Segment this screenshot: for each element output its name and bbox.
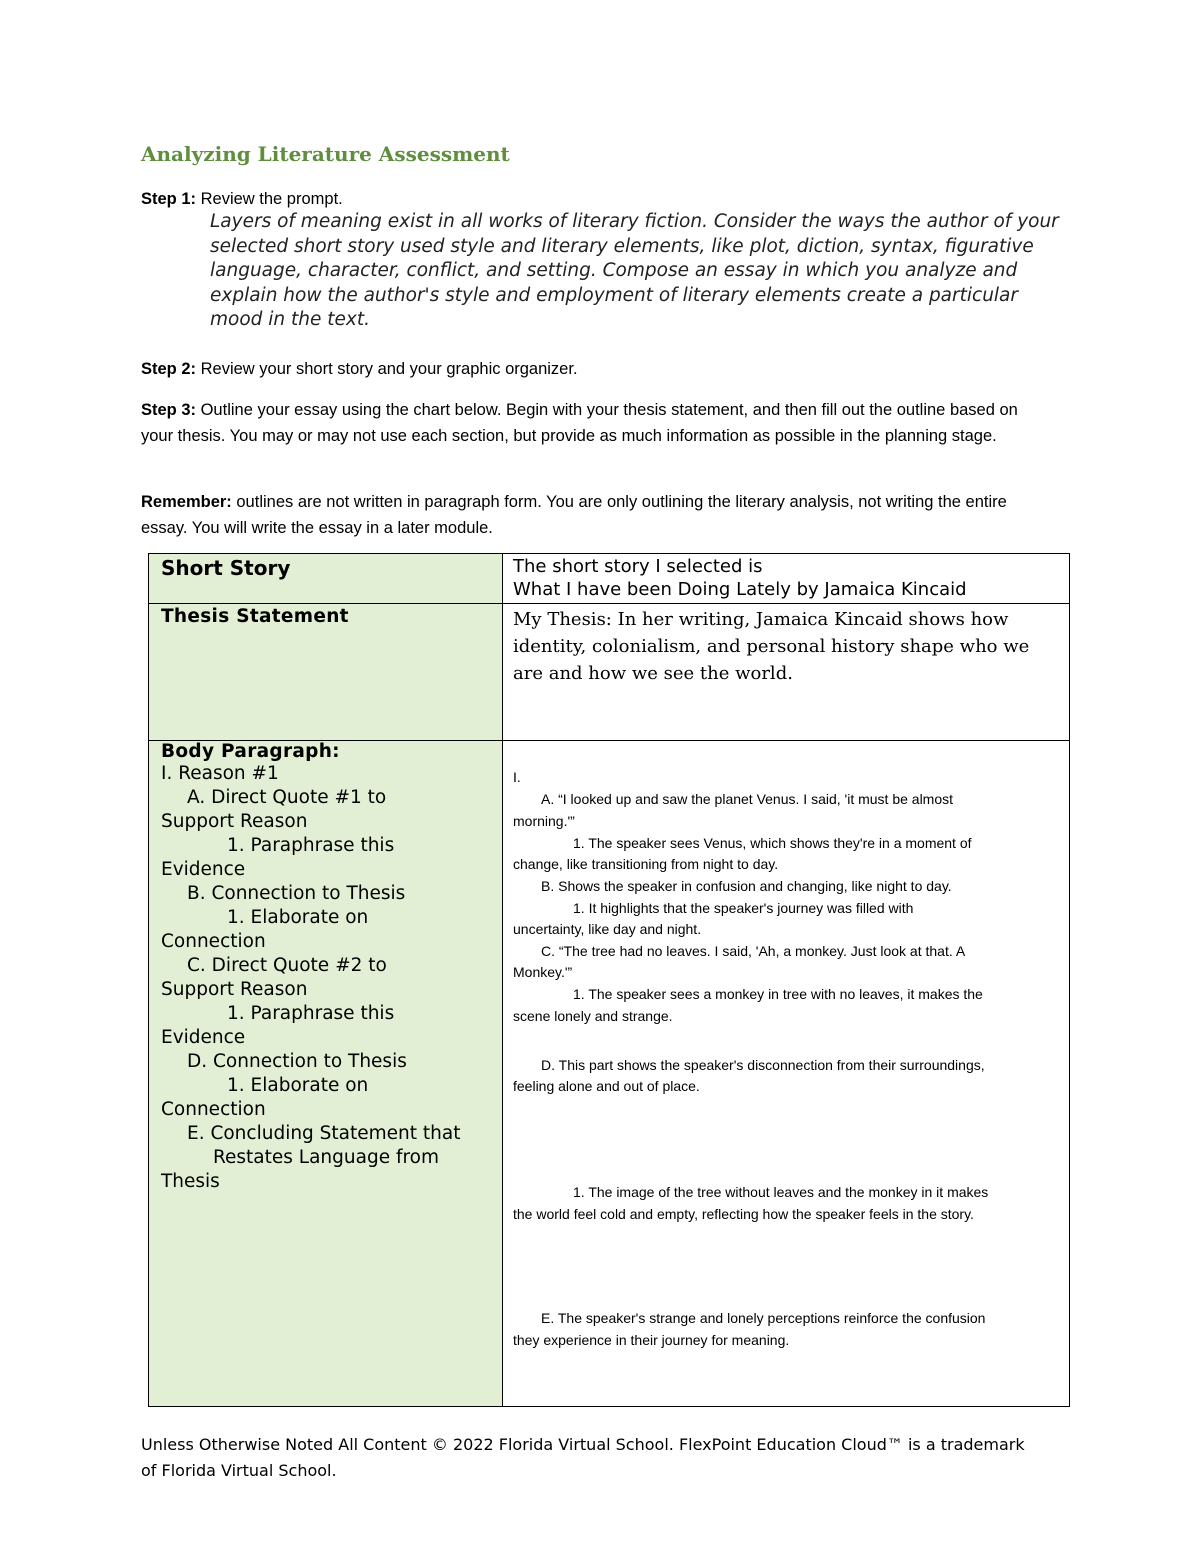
step-2 xyxy=(141,356,578,382)
outline-item: D. Connection to Thesis xyxy=(187,1051,407,1072)
thesis-text: My Thesis: In her writing, Jamaica Kincaid shows how identity, colonialism, and personal history shape who we are and how we see the world. xyxy=(513,609,1030,684)
response-line: 1. It highlights that the speaker's journey was filled with xyxy=(573,900,914,916)
response-line: morning.'” xyxy=(513,813,575,829)
outline-item: Evidence xyxy=(161,859,246,880)
step-3-text: Outline your essay using the chart below. Begin with your thesis statement, and then fill out the outline based on your thesis. You may or may not use each section, but provide as much information as possible in the planning stage. xyxy=(141,401,1018,445)
body-outline-cell xyxy=(149,741,503,1407)
response-line: I. xyxy=(513,769,521,785)
response-line: uncertainty, like day and night. xyxy=(513,921,702,937)
outline-item: Connection xyxy=(161,931,266,952)
row-body-paragraph xyxy=(149,741,1070,1407)
row-thesis xyxy=(149,604,1070,741)
response-line: 1. The speaker sees a monkey in tree with no leaves, it makes the xyxy=(573,986,983,1002)
outline-item: I. Reason #1 xyxy=(161,763,279,784)
response-line: C. “The tree had no leaves. I said, 'Ah, a monkey. Just look at that. A xyxy=(541,943,966,959)
short-story-header: Short Story xyxy=(161,556,291,580)
outline-item: Support Reason xyxy=(161,811,308,832)
outline-item: Support Reason xyxy=(161,979,308,1000)
remember-label: Remember: xyxy=(141,493,232,511)
response-line: E. The speaker's strange and lonely perceptions reinforce the confusion xyxy=(541,1310,986,1326)
outline-item: Evidence xyxy=(161,1027,246,1048)
response-line: scene lonely and strange. xyxy=(513,1008,673,1024)
remember-note xyxy=(141,489,1021,541)
step-2-text: Review your short story and your graphic organizer. xyxy=(196,360,578,378)
thesis-header: Thesis Statement xyxy=(161,606,349,627)
step-2-label: Step 2: xyxy=(141,360,197,378)
outline-item: Connection xyxy=(161,1099,266,1120)
outline-item: B. Connection to Thesis xyxy=(187,883,406,904)
response-line: change, like transitioning from night to day. xyxy=(513,856,779,872)
body-outline-list xyxy=(149,762,502,1194)
response-line: 1. The image of the tree without leaves and the monkey in it makes xyxy=(573,1184,989,1200)
step-3-label: Step 3: xyxy=(141,401,197,419)
body-response-cell xyxy=(503,741,1070,1407)
outline-item: 1. Paraphrase this xyxy=(227,1003,395,1024)
step-1-label: Step 1: xyxy=(141,190,197,208)
short-story-header-cell xyxy=(149,554,503,604)
outline-item: E. Concluding Statement that xyxy=(187,1123,461,1144)
outline-table xyxy=(148,553,1070,1407)
thesis-answer-cell xyxy=(503,604,1070,741)
response-line: D. This part shows the speaker's disconnection from their surroundings, xyxy=(541,1057,985,1073)
response-line: B. Shows the speaker in confusion and changing, like night to day. xyxy=(541,878,952,894)
step-1 xyxy=(141,186,343,212)
response-line: the world feel cold and empty, reflecting how the speaker feels in the story. xyxy=(513,1206,974,1222)
outline-item: Thesis xyxy=(161,1171,220,1192)
remember-text: outlines are not written in paragraph form. You are only outlining the literary analysis, not writing the entire essay. You will write the essay in a later module. xyxy=(141,493,1007,537)
step-3 xyxy=(141,397,1021,449)
body-paragraph-header: Body Paragraph: xyxy=(161,741,340,762)
response-line: feeling alone and out of place. xyxy=(513,1078,700,1094)
outline-item: 1. Elaborate on xyxy=(227,907,369,928)
copyright-footer: Unless Otherwise Noted All Content © 2022 Florida Virtual School. FlexPoint Education Cloud™ is a trademark of Florida Virtual School. xyxy=(141,1435,1025,1480)
outline-item: Restates Language from xyxy=(213,1147,440,1168)
thesis-header-cell xyxy=(149,604,503,741)
outline-item: C. Direct Quote #2 to xyxy=(187,955,387,976)
row-short-story xyxy=(149,554,1070,604)
prompt-text: Layers of meaning exist in all works of literary fiction. Consider the ways the author of your selected short story used style and literary elements, like plot, diction, syntax, figurative language, character, conflict, and setting. Compose an essay in which you analyze and explain how the author's style and employment of literary elements create a particular mood in the text. xyxy=(210,211,1059,330)
outline-item: 1. Paraphrase this xyxy=(227,835,395,856)
page-title: Analyzing Literature Assessment xyxy=(141,142,510,166)
response-line: they experience in their journey for meaning. xyxy=(513,1332,790,1348)
response-line: 1. The speaker sees Venus, which shows they're in a moment of xyxy=(573,835,972,851)
short-story-line-1: The short story I selected is xyxy=(513,556,763,577)
short-story-line-2: What I have been Doing Lately by Jamaica Kincaid xyxy=(513,579,967,600)
response-line: Monkey.'” xyxy=(513,964,573,980)
outline-item: 1. Elaborate on xyxy=(227,1075,369,1096)
response-line: A. “I looked up and saw the planet Venus. I said, 'it must be almost xyxy=(541,791,954,807)
outline-item: A. Direct Quote #1 to xyxy=(187,787,387,808)
body-response xyxy=(503,741,1069,1405)
step-1-text: Review the prompt. xyxy=(196,190,343,208)
short-story-answer-cell xyxy=(503,554,1070,604)
